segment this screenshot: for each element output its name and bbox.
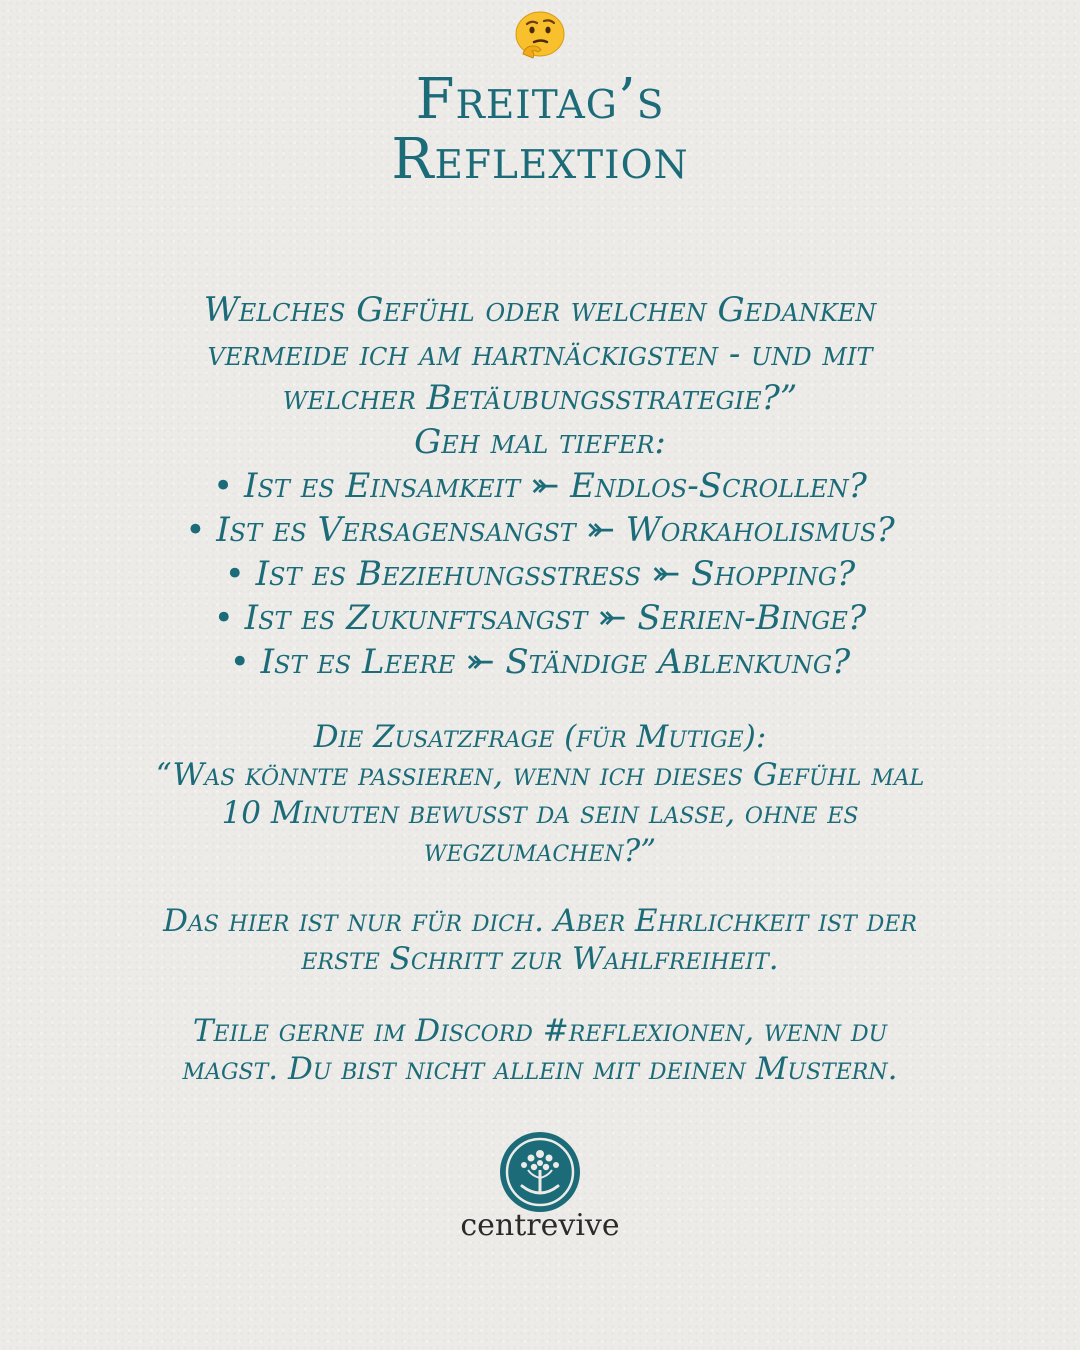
- tree-of-life-logo-icon: [498, 1130, 582, 1214]
- bonus-line: 10 Minuten bewusst da sein lasse, ohne es: [221, 795, 859, 831]
- page-title: [0, 67, 1080, 192]
- thinking-face-icon: [510, 10, 570, 62]
- bonus-line: wegzumachen?”: [423, 833, 657, 869]
- question-line: Welches Gefühl oder welchen Gedanken: [203, 290, 877, 330]
- question-bullet: • Ist es Versagensangst ⤜ Workaholismus?: [185, 510, 895, 550]
- question-bullet: • Ist es Leere ⤜ Ständige Ablenkung?: [229, 642, 851, 682]
- main-question-block: [40, 288, 1040, 684]
- title-line-2: Reflextion: [391, 127, 689, 192]
- bonus-question-block: [40, 718, 1040, 870]
- bonus-line: “Was könnte passieren, wenn ich dieses Gefühl mal: [155, 757, 925, 793]
- question-bullet: • Ist es Einsamkeit ⤜ Endlos-Scrollen?: [213, 466, 867, 506]
- title-line-1: Freitag’s: [415, 67, 665, 132]
- question-subheading: Geh mal tiefer:: [414, 422, 666, 462]
- honesty-note: [40, 902, 1040, 978]
- question-bullet: • Ist es Beziehungsstress ⤜ Shopping?: [224, 554, 856, 594]
- bonus-heading: Die Zusatzfrage (für Mutige):: [313, 719, 767, 755]
- share-invitation: [40, 1012, 1040, 1088]
- question-bullet: • Ist es Zukunftsangst ⤜ Serien-Binge?: [213, 598, 867, 638]
- note-line: Das hier ist nur für dich. Aber Ehrlichkeit ist der: [163, 903, 917, 939]
- question-line: vermeide ich am hartnäckigsten - und mit: [207, 334, 873, 374]
- share-line: magst. Du bist nicht allein mit deinen Mustern.: [182, 1051, 898, 1087]
- brand-name: centrevive: [460, 1208, 620, 1243]
- note-line: erste Schritt zur Wahlfreiheit.: [301, 941, 779, 977]
- share-line: Teile gerne im Discord #reflexionen, wenn du: [192, 1013, 888, 1049]
- question-line: welcher Betäubungsstrategie?”: [282, 378, 798, 418]
